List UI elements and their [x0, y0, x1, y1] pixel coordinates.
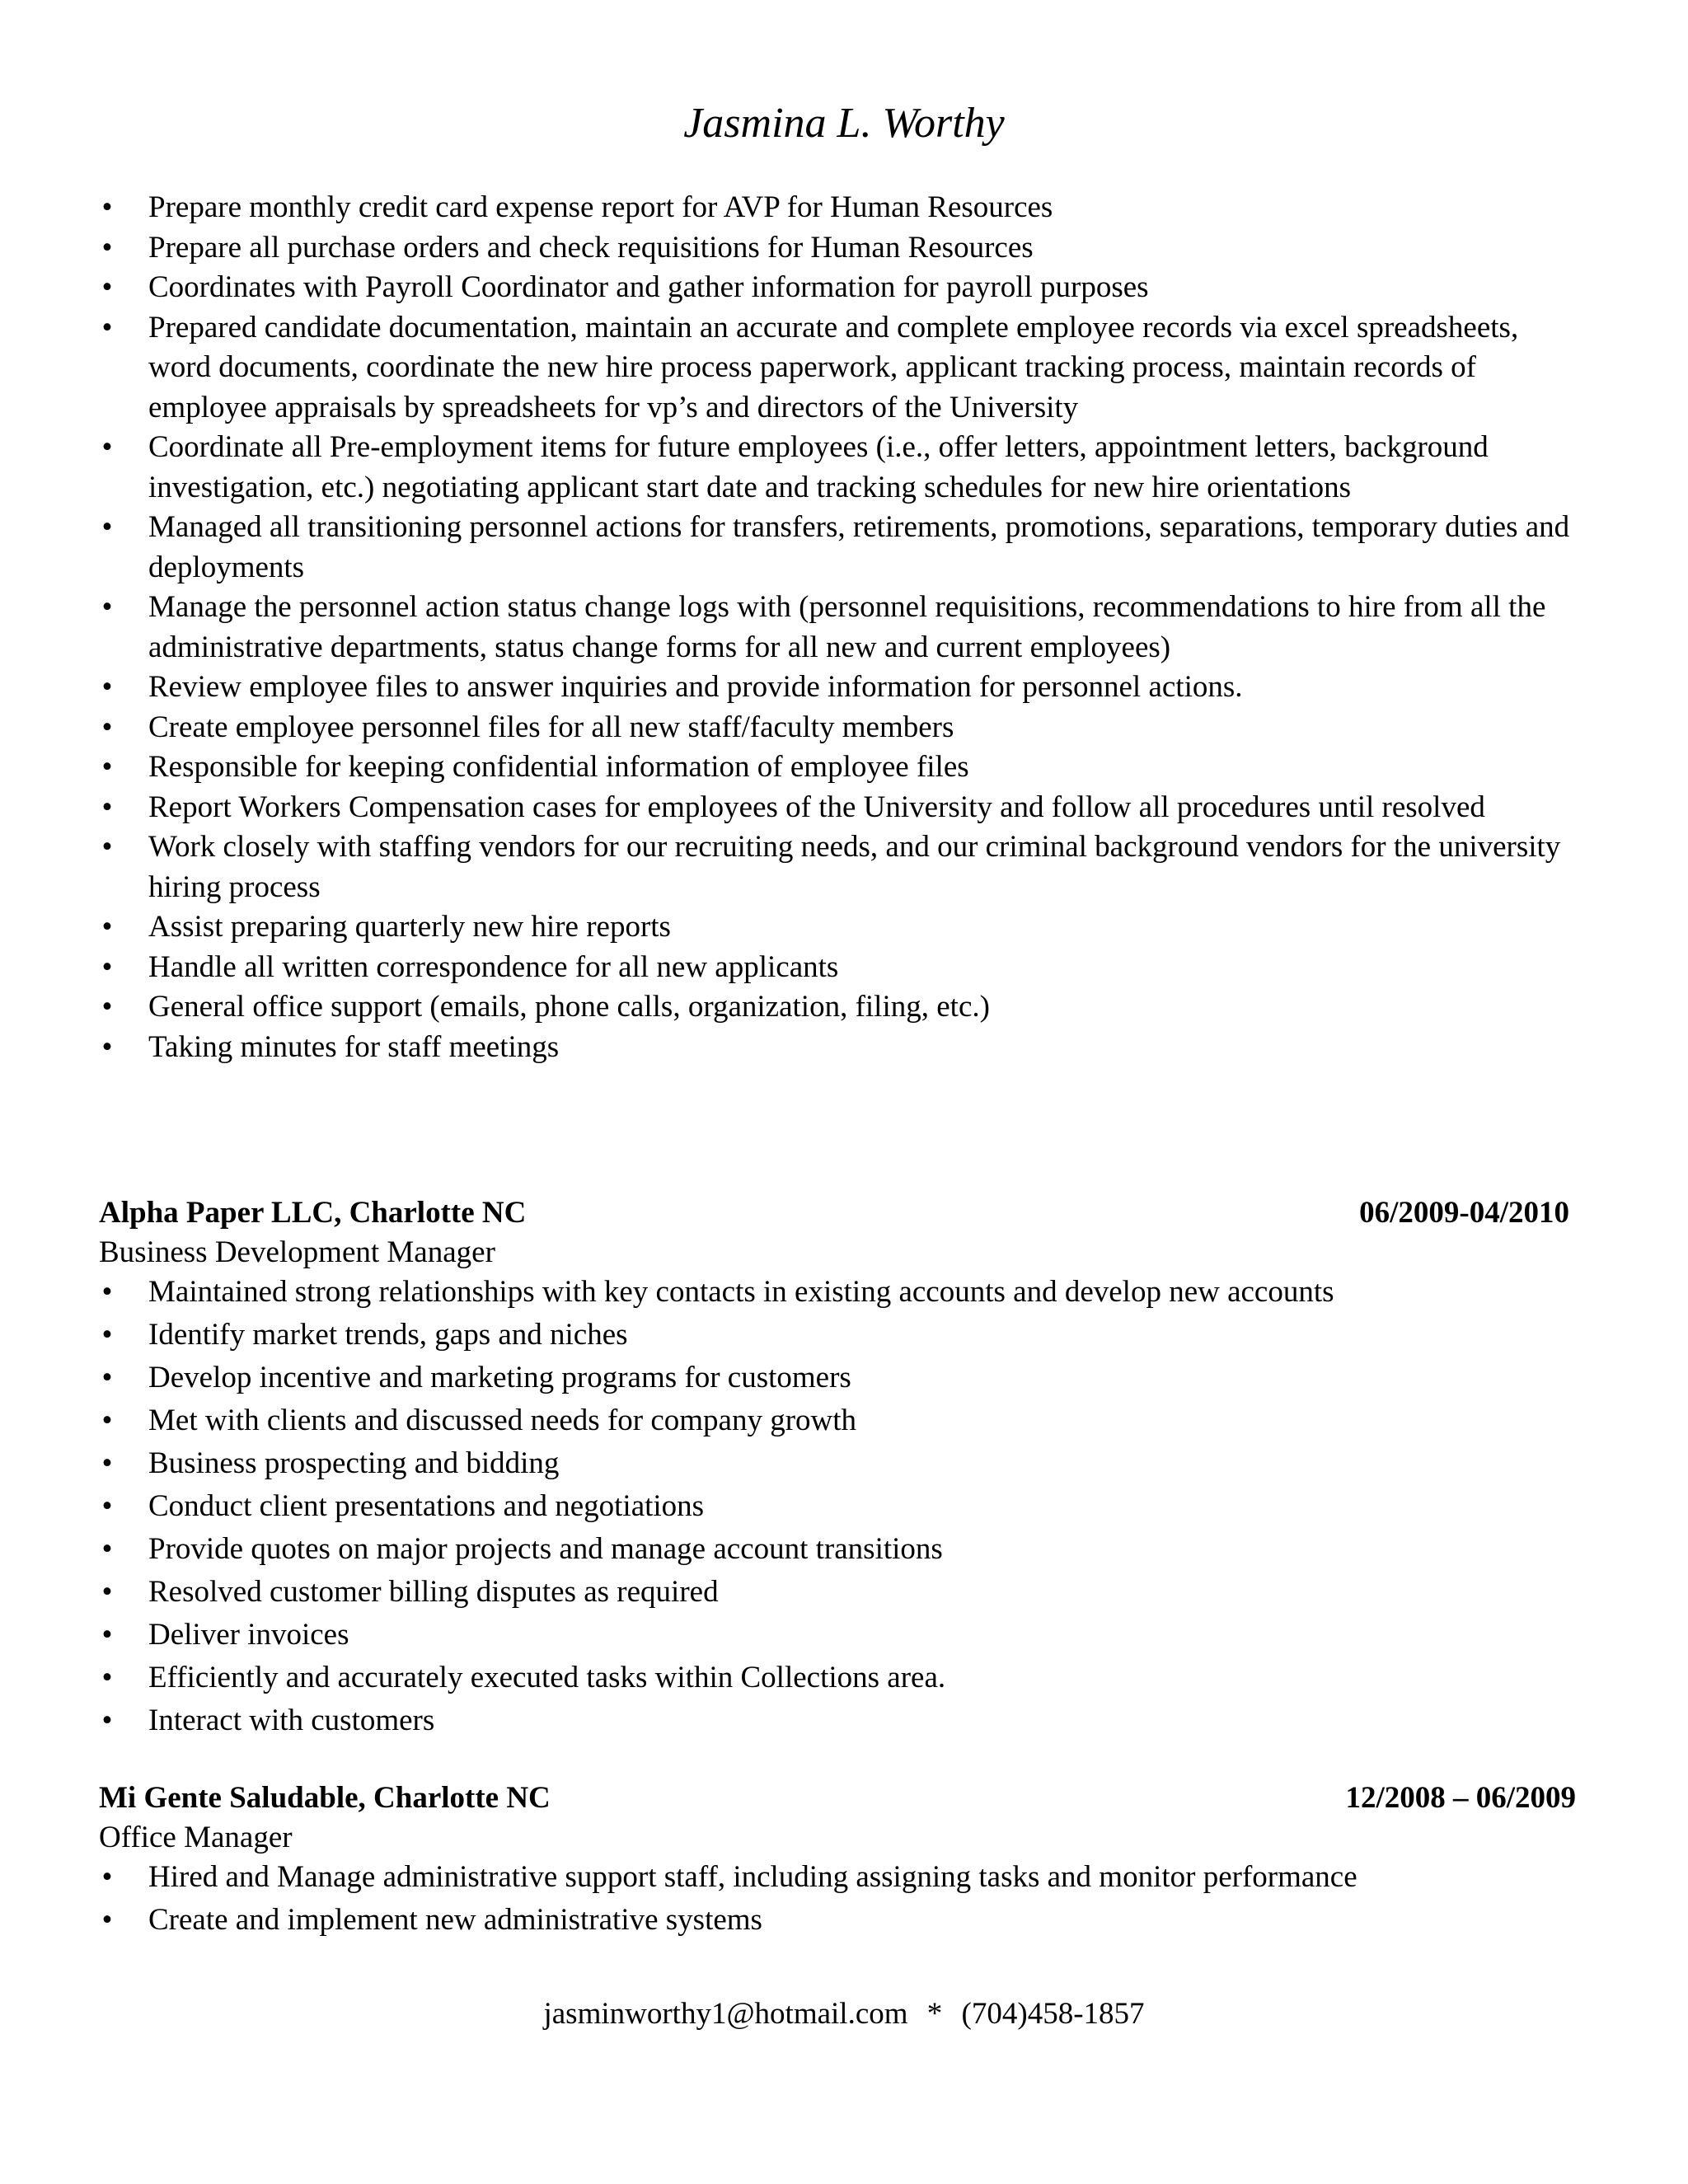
footer-separator: * — [926, 1997, 943, 2031]
bullet-text: Work closely with staffing vendors for our recruiting needs, and our criminal background vendors for the university hiring process — [148, 830, 1561, 904]
bullet-dot: • — [101, 1532, 113, 1566]
bullet-text: Report Workers Compensation cases for employees of the University and follow all procedures until resolved — [148, 790, 1485, 824]
email-link[interactable]: jasminworthy1@hotmail.com — [543, 1997, 908, 2031]
job-mi-gente — [99, 1779, 1576, 1943]
bullet-text: Hired and Manage administrative support staff, including assigning tasks and monitor performance — [148, 1860, 1357, 1894]
bullet-text: Manage the personnel action status change logs with (personnel requisitions, recommendations to hire from all the administrative departments, status change forms for all new and current employees) — [148, 590, 1546, 664]
bullet-item — [99, 588, 1582, 668]
hr-duties-section — [99, 188, 1582, 1067]
bullet-dot: • — [101, 830, 113, 864]
bullet-item — [99, 1272, 1569, 1313]
bullet-text: Conduct client presentations and negotiations — [148, 1489, 705, 1523]
bullet-text: Handle all written correspondence for all new applicants — [148, 949, 839, 984]
bullet-item — [99, 788, 1582, 828]
bullet-item — [99, 708, 1582, 748]
bullet-item — [99, 1401, 1569, 1441]
bullet-item — [99, 907, 1582, 948]
bullet-text: Assist preparing quarterly new hire reports — [148, 910, 671, 944]
bullet-text: Business prospecting and bidding — [148, 1446, 560, 1480]
bullet-text: Deliver invoices — [148, 1618, 349, 1652]
bullet-dot: • — [101, 910, 113, 944]
phone-number: (704)458-1857 — [961, 1997, 1145, 2031]
bullet-dot: • — [101, 270, 113, 304]
bullet-text: Prepare monthly credit card expense report for AVP for Human Resources — [148, 190, 1053, 224]
bullet-item — [99, 827, 1582, 907]
bullet-text: Efficiently and accurately executed tasks within Collections area. — [148, 1661, 946, 1694]
candidate-name: Jasmina L. Worthy — [683, 100, 1005, 147]
bullet-text: Provide quotes on major projects and manage account transitions — [148, 1532, 943, 1566]
bullet-text: Met with clients and discussed needs for company growth — [148, 1404, 857, 1437]
bullet-item — [99, 308, 1582, 429]
bullet-dot: • — [101, 1489, 113, 1523]
bullet-text: Taking minutes for staff meetings — [148, 1029, 560, 1064]
bullet-dot: • — [101, 990, 113, 1024]
bullet-text: Interact with customers — [148, 1704, 435, 1737]
bullet-dot: • — [101, 1575, 113, 1609]
bullet-item — [99, 1530, 1569, 1570]
bullet-item — [99, 1858, 1576, 1898]
bullet-text: Prepare all purchase orders and check requisitions for Human Resources — [148, 230, 1034, 265]
bullet-item — [99, 188, 1582, 228]
bullet-dot: • — [101, 790, 113, 824]
bullet-item — [99, 668, 1582, 708]
employment-dates: 12/2008 – 06/2009 — [1345, 1781, 1576, 1815]
bullet-item — [99, 1701, 1569, 1741]
hr-duties-list — [99, 188, 1582, 1067]
job-title: Office Manager — [99, 1821, 293, 1854]
bullet-dot: • — [101, 510, 113, 544]
bullet-dot: • — [101, 1704, 113, 1737]
bullet-dot: • — [101, 1361, 113, 1394]
bullet-item — [99, 987, 1582, 1028]
bullet-dot: • — [101, 1275, 113, 1309]
bullet-item — [99, 1028, 1582, 1068]
company-name: Alpha Paper LLC, Charlotte NC — [99, 1196, 527, 1230]
bullet-item — [99, 1615, 1569, 1656]
employment-dates: 06/2009-04/2010 — [1359, 1196, 1569, 1230]
bullet-item — [99, 1444, 1569, 1484]
bullet-text: Resolved customer billing disputes as required — [148, 1575, 719, 1609]
bullet-dot: • — [101, 949, 113, 984]
bullet-dot: • — [101, 1661, 113, 1694]
bullet-dot: • — [101, 1404, 113, 1437]
bullet-dot: • — [101, 1446, 113, 1480]
bullet-item — [99, 1900, 1576, 1941]
bullet-text: Identify market trends, gaps and niches — [148, 1318, 628, 1352]
bullet-text: Review employee files to answer inquiries and provide information for personnel actions. — [148, 670, 1243, 704]
job-header — [99, 1779, 1576, 1818]
bullet-text: Create employee personnel files for all new staff/faculty members — [148, 710, 954, 744]
bullet-text: Create and implement new administrative systems — [148, 1903, 762, 1937]
bullet-text: General office support (emails, phone calls, organization, filing, etc.) — [148, 990, 990, 1024]
job-duties-list — [99, 1858, 1576, 1941]
bullet-item — [99, 1658, 1569, 1699]
bullet-item — [99, 1358, 1569, 1399]
bullet-text: Coordinates with Payroll Coordinator and gather information for payroll purposes — [148, 270, 1149, 304]
bullet-item — [99, 1487, 1569, 1527]
bullet-item — [99, 508, 1582, 588]
bullet-item — [99, 1315, 1569, 1356]
contact-footer — [0, 1994, 1688, 2034]
bullet-item — [99, 1572, 1569, 1613]
bullet-dot: • — [101, 1318, 113, 1352]
bullet-dot: • — [101, 1903, 113, 1937]
bullet-text: Coordinate all Pre-employment items for future employees (i.e., offer letters, appointment letters, background investigation, etc.) negotiating applicant start date and tracking schedules for new hire orientations — [148, 430, 1489, 504]
bullet-item — [99, 228, 1582, 269]
job-alpha-paper — [99, 1193, 1569, 1744]
bullet-dot: • — [101, 1618, 113, 1652]
bullet-text: Maintained strong relationships with key contacts in existing accounts and develop new accounts — [148, 1275, 1334, 1309]
bullet-text: Responsible for keeping confidential information of employee files — [148, 750, 969, 784]
bullet-item — [99, 268, 1582, 308]
bullet-text: Prepared candidate documentation, maintain an accurate and complete employee records via excel spreadsheets, word documents, coordinate the new hire process paperwork, applicant tracking process, maintain records of employee appraisals by spreadsheets for vp’s and directors of the University — [148, 310, 1519, 424]
bullet-dot: • — [101, 750, 113, 784]
bullet-dot: • — [101, 710, 113, 744]
bullet-dot: • — [101, 310, 113, 344]
bullet-dot: • — [101, 430, 113, 464]
job-title: Business Development Manager — [99, 1235, 495, 1269]
bullet-item — [99, 428, 1582, 508]
job-header — [99, 1193, 1569, 1233]
bullet-dot: • — [101, 1860, 113, 1894]
bullet-dot: • — [101, 1029, 113, 1064]
bullet-item — [99, 748, 1582, 788]
company-name: Mi Gente Saludable, Charlotte NC — [99, 1781, 551, 1815]
bullet-text: Managed all transitioning personnel actions for transfers, retirements, promotions, separations, temporary duties and deployments — [148, 510, 1570, 584]
bullet-dot: • — [101, 230, 113, 265]
bullet-item — [99, 948, 1582, 988]
bullet-dot: • — [101, 590, 113, 624]
bullet-dot: • — [101, 670, 113, 704]
job-duties-list — [99, 1272, 1569, 1741]
bullet-text: Develop incentive and marketing programs for customers — [148, 1361, 851, 1394]
bullet-dot: • — [101, 190, 113, 224]
